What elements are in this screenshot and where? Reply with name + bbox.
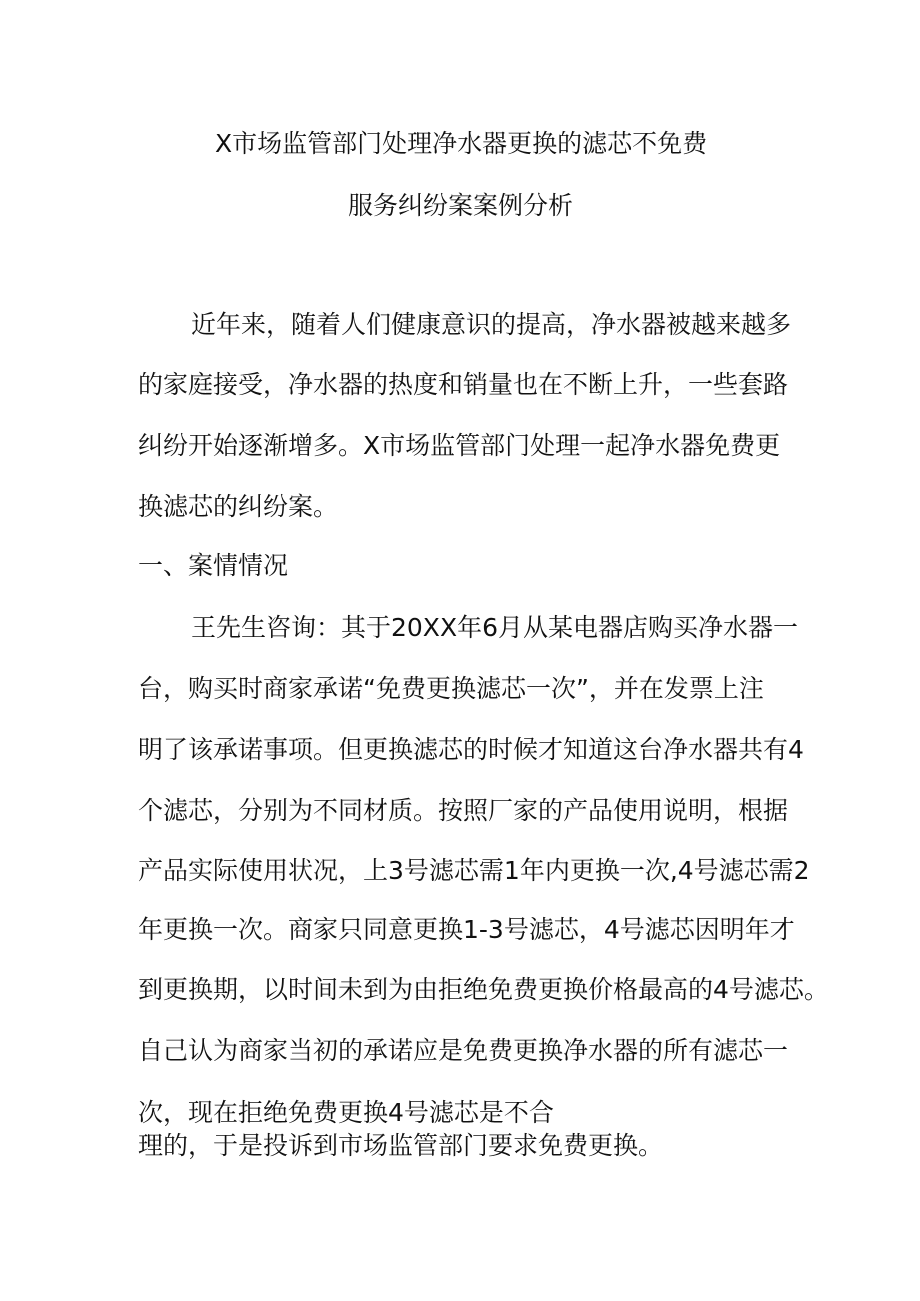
section-line: 台，购买时商家承诺“免费更换滤芯一次”，并在发票上注 [138, 674, 764, 703]
section-heading: 一、案情情况 [138, 551, 289, 580]
section-line: 王先生咨询：其于20XX年6月从某电器店购买净水器一 [191, 613, 798, 642]
intro-line: 纠纷开始逐渐增多。X市场监管部门处理一起净水器免费更 [138, 431, 781, 460]
doc-title-line-1: X市场监管部门处理净水器更换的滤芯不免费 [215, 129, 708, 158]
intro-line: 近年来，随着人们健康意识的提高，净水器被越来越多 [191, 310, 792, 339]
doc-title-line-2: 服务纠纷案案例分析 [348, 191, 574, 220]
section-line: 年更换一次。商家只同意更换1-3号滤芯，4号滤芯因明年才 [138, 915, 795, 944]
section-line: 到更换期，以时间未到为由拒绝免费更换价格最高的4号滤芯。 [138, 975, 829, 1004]
section-line: 产品实际使用状况，上3号滤芯需1年内更换一次,4号滤芯需2 [138, 856, 810, 885]
intro-line: 换滤芯的纠纷案。 [138, 492, 339, 521]
section-line: 自己认为商家当初的承诺应是免费更换净水器的所有滤芯一 [138, 1036, 789, 1065]
section-line: 个滤芯，分别为不同材质。按照厂家的产品使用说明，根据 [138, 796, 789, 825]
section-line: 理的，于是投诉到市场监管部门要求免费更换。 [138, 1131, 664, 1160]
section-line: 明了该承诺事项。但更换滤芯的时候才知道这台净水器共有4 [138, 735, 804, 764]
section-line: 次，现在拒绝免费更换4号滤芯是不合 [138, 1098, 554, 1127]
intro-line: 的家庭接受，净水器的热度和销量也在不断上升，一些套路 [138, 370, 789, 399]
